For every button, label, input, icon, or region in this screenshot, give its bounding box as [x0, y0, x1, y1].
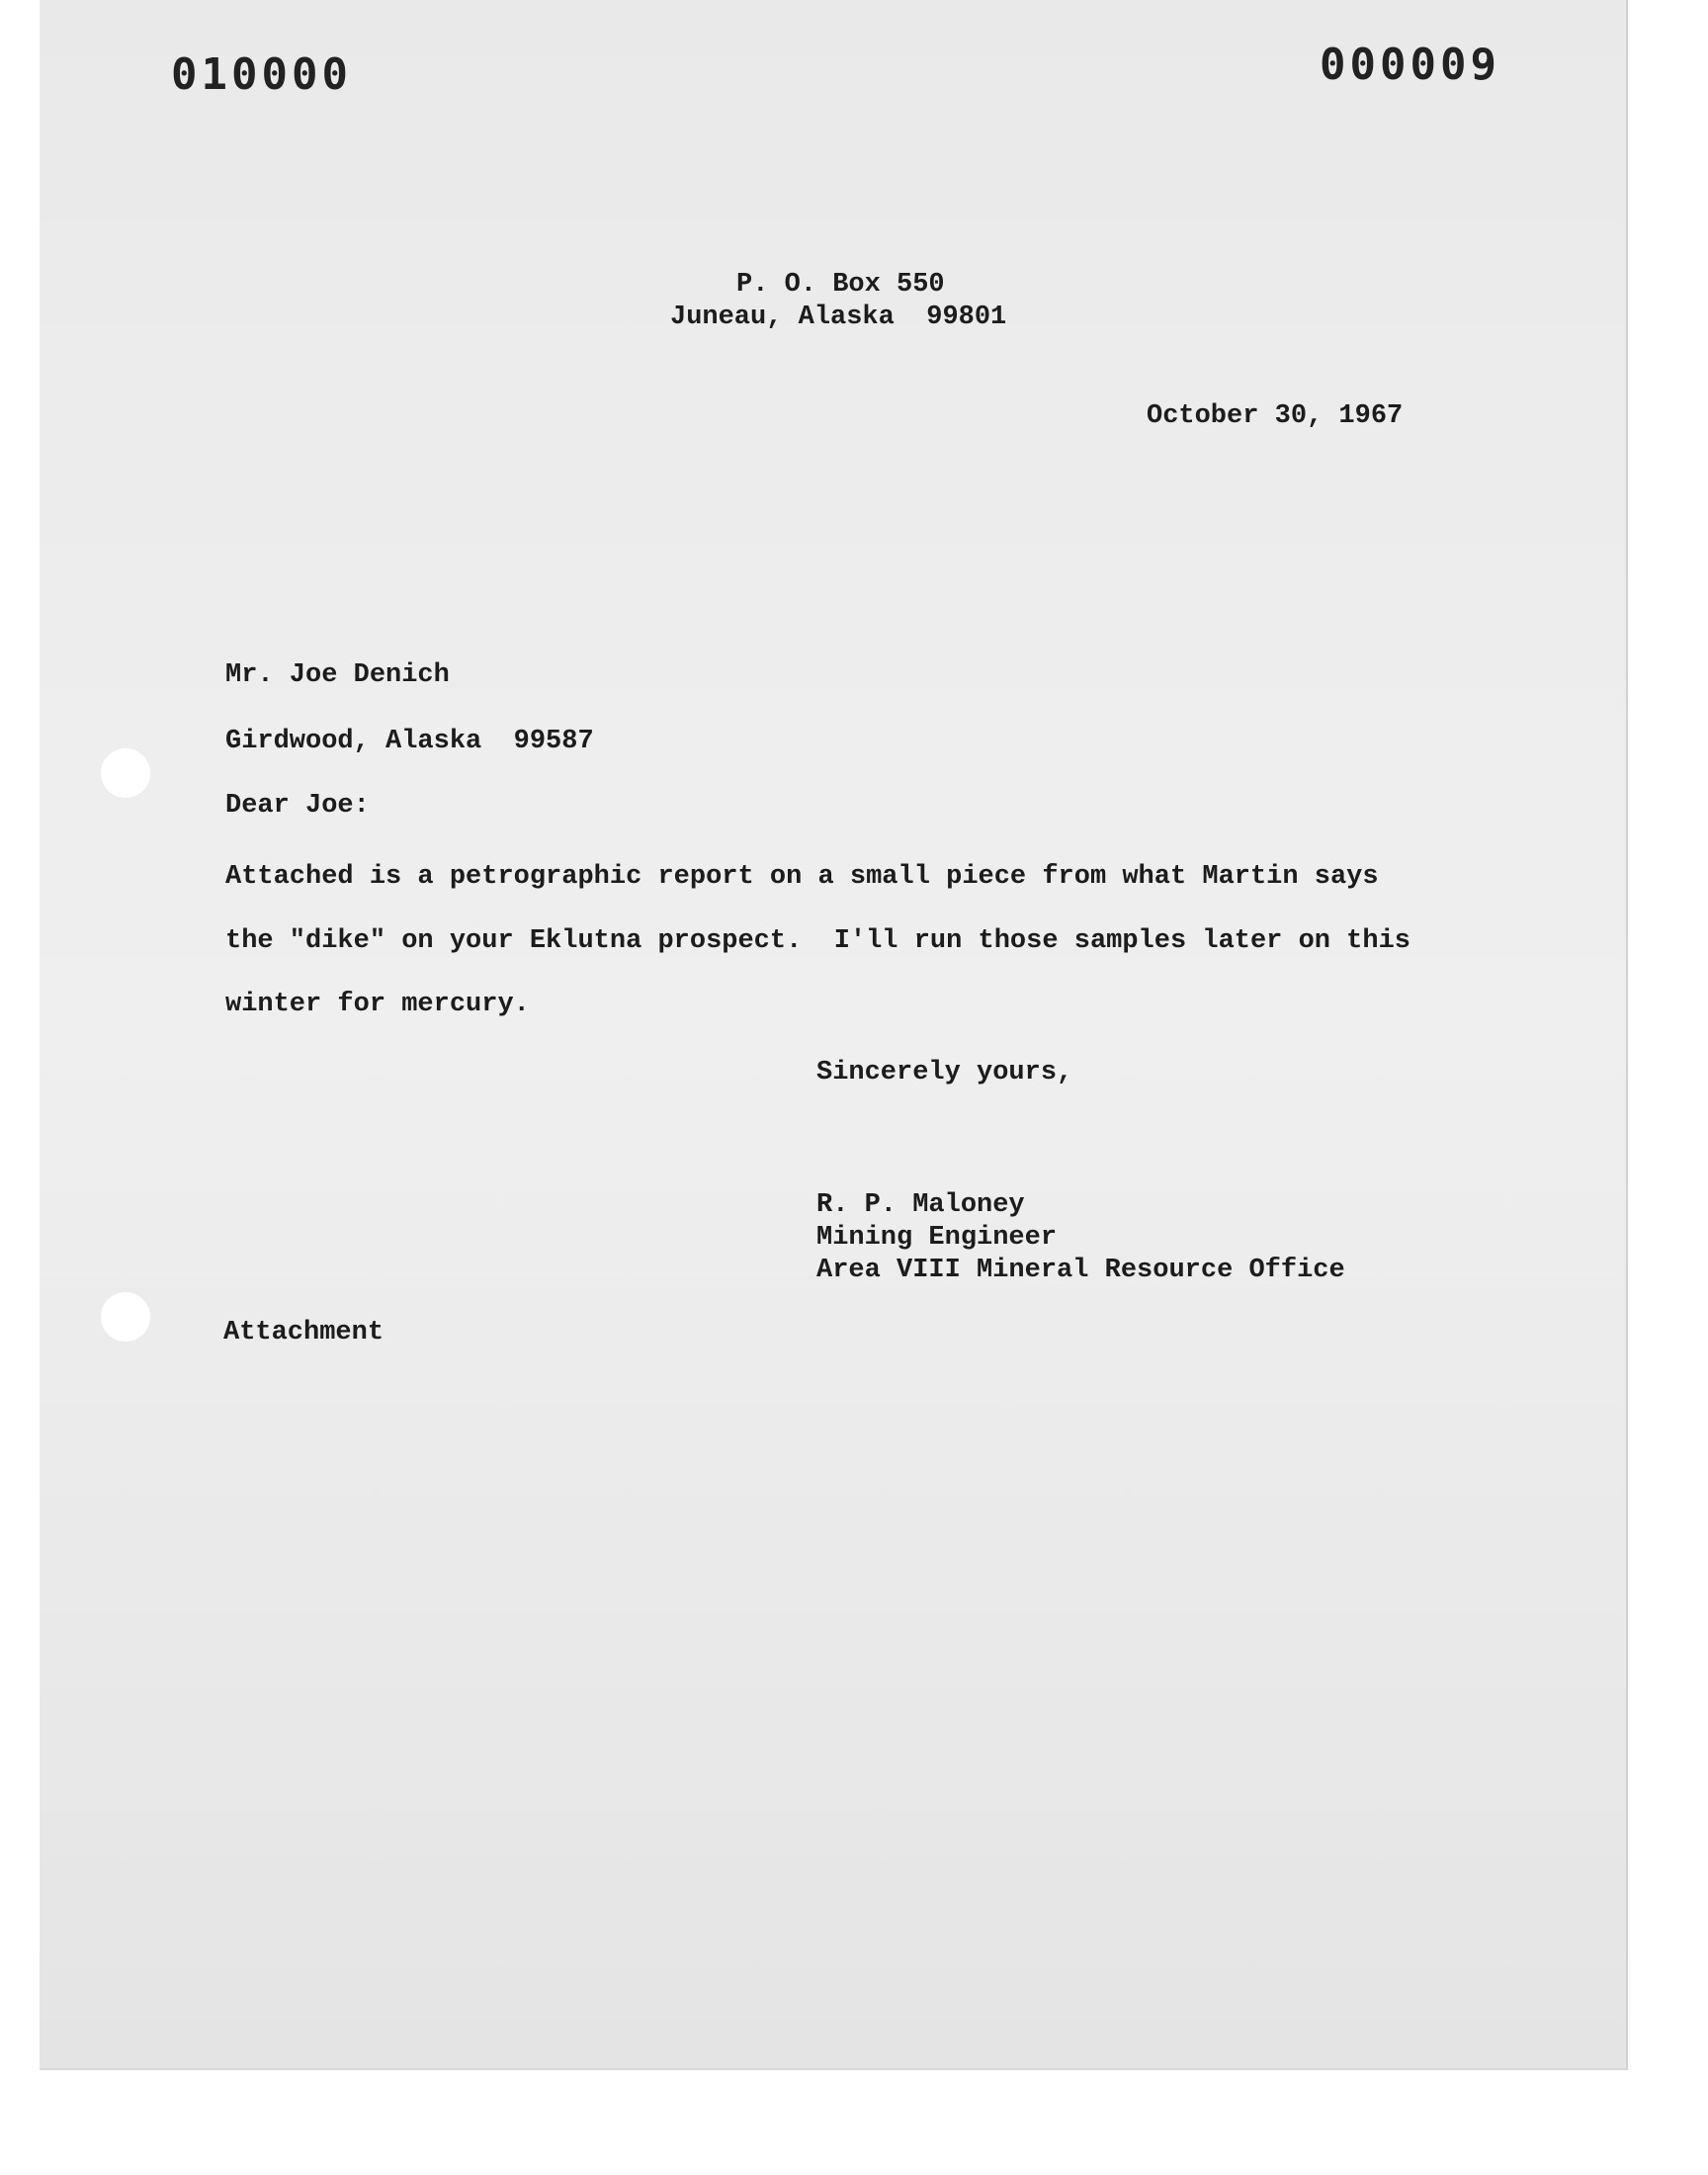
signature-office: Area VIII Mineral Resource Office [816, 1256, 1345, 1285]
punch-hole-top [101, 748, 150, 798]
body-line-3: winter for mercury. [225, 990, 530, 1019]
punch-hole-bottom [101, 1292, 150, 1342]
signature-name: R. P. Maloney [816, 1190, 1025, 1220]
document-stamp-left: 010000 [171, 49, 352, 100]
body-line-2: the "dike" on your Eklutna prospect. I'll run those samples later on this [225, 926, 1410, 956]
recipient-name: Mr. Joe Denich [225, 660, 450, 690]
signature-title: Mining Engineer [816, 1223, 1058, 1253]
letter-page [40, 0, 1628, 2070]
enclosure-note: Attachment [223, 1318, 384, 1348]
closing: Sincerely yours, [816, 1058, 1073, 1088]
document-stamp-right: 000009 [1320, 40, 1500, 90]
body-line-1: Attached is a petrographic report on a small piece from what Martin says [225, 862, 1379, 892]
salutation: Dear Joe: [225, 791, 370, 821]
recipient-address: Girdwood, Alaska 99587 [225, 727, 594, 756]
letter-date: October 30, 1967 [1147, 401, 1404, 431]
letterhead-line-2: Juneau, Alaska 99801 [670, 303, 1007, 332]
letterhead-line-1: P. O. Box 550 [736, 270, 945, 300]
